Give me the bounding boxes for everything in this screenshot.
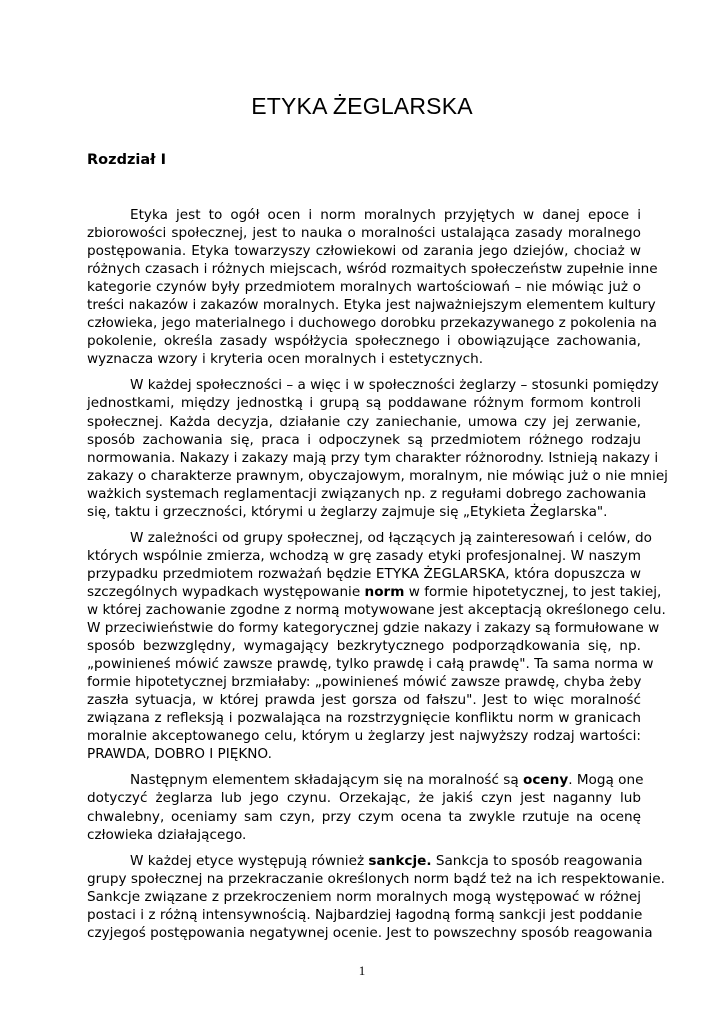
bold-keyword-sankcje: sankcje.	[368, 852, 432, 869]
text-segment: szczególnych wypadkach występowanie	[87, 583, 361, 600]
text-line: których wspólnie zmierza, wchodzą w grę zasady etyki profesjonalnej. W naszym	[87, 547, 641, 564]
text-line: wyznacza wzory i kryteria ocen moralnych i estetycznych.	[87, 351, 484, 368]
text-line: różnych czasach i różnych miejscach, wśród rozmaitych społeczeństw zupełnie inne	[87, 261, 658, 278]
bold-keyword-norm: norm	[364, 583, 405, 600]
text-line: ważkich systemach reglamentacji związanych np. z regułami dobrego zachowania	[87, 485, 647, 502]
text-line: Sankcje związane z przekroczeniem norm moralnych mogą występować w różnej	[87, 888, 641, 905]
text-line: W przeciwieństwie do formy kategorycznej gdzie nakazy i zakazy są formułowane w	[87, 620, 660, 637]
text-line: dotyczyć żeglarza lub jego czynu. Orzekając, że jakiś czyn jest naganny lub	[87, 790, 641, 807]
chapter-heading: Rozdział I	[87, 152, 166, 168]
paragraph-2	[87, 376, 668, 520]
text-line: jednostkami, między jednostką i grupą są poddawane różnym formom kontroli	[87, 395, 641, 412]
paragraph-4	[87, 771, 644, 843]
text-line: kategorie czynów były przedmiotem moralnych wartościowań – nie mówiąc już o	[87, 279, 641, 296]
text-line: człowieka, jego materialnego i duchowego dorobku przekazywanego z pokolenia na	[87, 315, 657, 332]
text-line: przypadku przedmiotem rozważań będzie ETYKA ŻEGLARSKA, która dopuszcza w	[87, 565, 641, 582]
text-line: postaci i z różną intensywnością. Najbardziej łagodną formą sankcji jest poddanie	[87, 906, 643, 923]
document-body	[87, 204, 668, 950]
text-line: treści nakazów i zakazów moralnych. Etyka jest najważniejszym elementem kultury	[87, 297, 656, 314]
bold-keyword-oceny: oceny	[523, 772, 569, 789]
text-line: zaszła sytuacja, w której prawda jest gorsza od fałszu". Jest to więc moralność	[87, 692, 641, 709]
text-line: formie hipotetycznej brzmiałaby: „powinieneś mówić zawsze prawdę, chyba żeby	[87, 674, 642, 691]
text-segment: Następnym elementem składającym się na moralność są	[130, 772, 519, 789]
text-line-with-bold	[87, 852, 641, 870]
text-line: Etyka jest to ogół ocen i norm moralnych przyjętych w danej epoce i	[130, 207, 641, 223]
text-line-with-bold	[87, 771, 644, 789]
text-line: grupy społecznej na przekraczanie określonych norm bądź też na ich respektowanie.	[87, 870, 665, 887]
text-line: w której zachowanie zgodne z normą motywowane jest akceptacją określonego celu.	[87, 601, 666, 618]
text-segment: w formie hipotetycznej, to jest takiej,	[408, 583, 662, 600]
text-line-with-bold	[87, 583, 662, 601]
text-line: W zależności od grupy społecznej, od łączących ją zainteresowań i celów, do	[130, 529, 652, 546]
text-segment: . Mogą one	[568, 772, 644, 789]
text-line: sposób zachowania się, praca i odpoczynek są przedmiotem różnego rodzaju	[87, 431, 641, 448]
text-segment: Sankcja to sposób reagowania	[435, 852, 643, 869]
document-title: ETYKA ŻEGLARSKA	[251, 93, 473, 119]
paragraph-1	[87, 206, 658, 368]
text-line: zakazy o charakterze prawnym, obyczajowym, moralnym, nie mówiąc już o nie mniej	[87, 467, 668, 484]
text-line: „powinieneś mówić zawsze prawdę, tylko prawdę i całą prawdę". Ta sama norma w	[87, 656, 654, 673]
text-line: moralnie akceptowanego celu, którym u żeglarzy jest najwyższy rodzaj wartości:	[87, 728, 641, 745]
text-line: PRAWDA, DOBRO I PIĘKNO.	[87, 746, 272, 763]
text-line: związana z refleksją i pozwalająca na rozstrzygnięcie konfliktu norm w granicach	[87, 710, 641, 727]
text-line: normowania. Nakazy i zakazy mają przy tym charakter różnorodny. Istnieją nakazy i	[87, 449, 659, 466]
text-line: sposób bezwzględny, wymagający bezkrytycznego podporządkowania się, np.	[87, 638, 641, 655]
text-line: postępowania. Etyka towarzyszy człowiekowi od zarania jego dziejów, chociaż w	[87, 243, 641, 260]
text-line: człowieka działającego.	[87, 826, 247, 843]
paragraph-3	[87, 529, 666, 764]
text-line: się, taktu i grzeczności, którymi u żeglarzy zajmuje się „Etykieta Żeglarska".	[87, 503, 608, 520]
text-line: społecznej. Każda decyzja, działanie czy zaniechanie, umowa czy jej zerwanie,	[87, 413, 641, 430]
text-line: czyjegoś postępowania negatywnej ocenie. Jest to powszechny sposób reagowania	[87, 924, 653, 941]
text-line: zbiorowości społecznej, jest to nauka o moralności ustalająca zasady moralnego	[87, 225, 641, 242]
text-segment: W każdej etyce występują również	[130, 852, 365, 869]
text-line: W każdej społeczności – a więc i w społeczności żeglarzy – stosunki pomiędzy	[130, 377, 659, 394]
paragraph-5	[87, 852, 665, 942]
page-number: 1	[358, 963, 366, 978]
text-line: chwalebny, oceniamy sam czyn, przy czym ocena ta zwykle rzutuje na ocenę	[87, 808, 641, 825]
text-line: pokolenie, określa zasady współżycia społecznego i obowiązujące zachowania,	[87, 333, 641, 350]
